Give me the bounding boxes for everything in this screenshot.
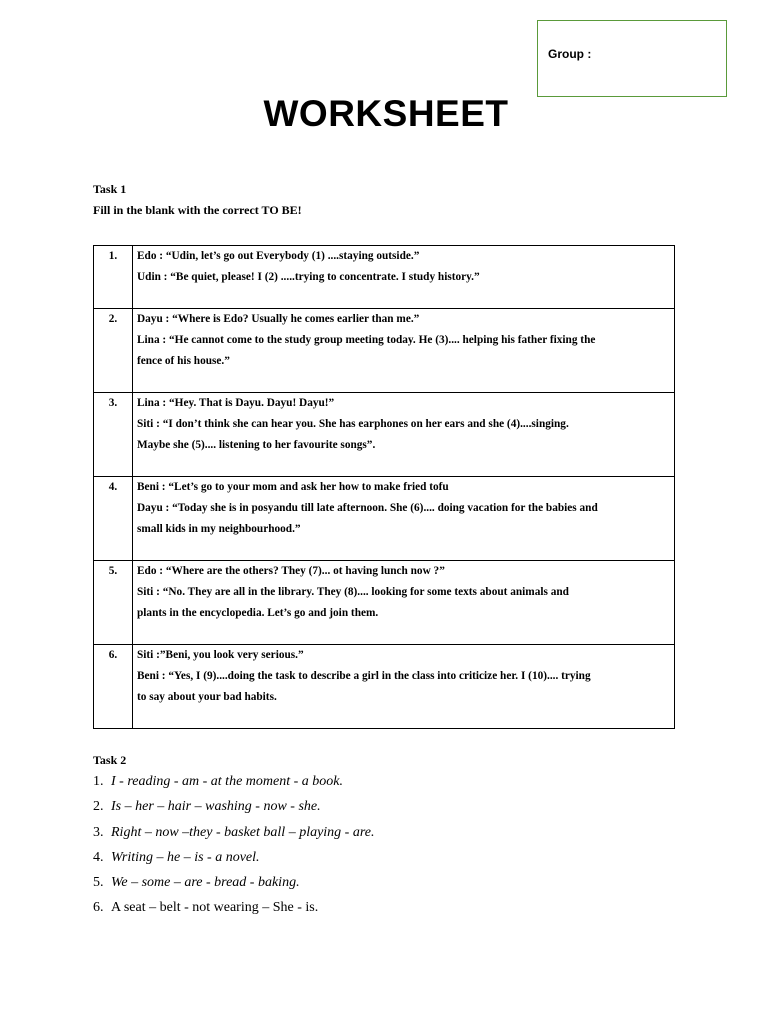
task2-list [93,771,375,923]
table-row [94,393,675,477]
task2-title: Task 2 [93,753,127,767]
list-item [93,872,375,897]
list-item-number: 3. [93,824,104,840]
list-item [93,847,375,872]
dialogue-line: small kids in my neighbourhood.” [137,523,301,535]
dialogue-line: Udin : “Be quiet, please! I (2) .....trying to concentrate. I study history.” [137,271,480,283]
dialogue-line: to say about your bad habits. [137,691,277,703]
group-label: Group : [548,47,592,61]
dialogue-line: Edo : “Udin, let’s go out Everybody (1) ....staying outside.” [137,250,420,262]
table-row [94,309,675,393]
list-item-number: 1. [93,774,104,789]
dialogue-line: Dayu : “Where is Edo? Usually he comes earlier than me.” [137,313,420,325]
dialogue-line: Lina : “He cannot come to the study group meeting today. He (3).... helping his father fixing the [137,334,596,346]
dialogue-line: plants in the encyclopedia. Let’s go and join them. [137,607,379,619]
dialogue-line: Beni : “Let’s go to your mom and ask her how to make fried tofu [137,481,449,493]
dialogue-cell [133,561,675,645]
table-row [94,477,675,561]
dialogue-line: fence of his house.” [137,355,230,367]
scrambled-sentence: A seat – belt - not wearing – She - is. [111,900,319,916]
list-item [93,822,375,847]
dialogue-cell [133,309,675,393]
task1-title: Task 1 [93,182,127,196]
item-number: 1. [94,246,133,309]
list-item [93,796,375,821]
scrambled-sentence: Is – her – hair – washing - now - she. [111,799,321,815]
dialogue-line: Lina : “Hey. That is Dayu. Dayu! Dayu!” [137,397,335,409]
item-number: 2. [94,309,133,393]
list-item [93,771,375,796]
table-row [94,645,675,729]
table-row [94,246,675,309]
dialogue-cell [133,393,675,477]
scrambled-sentence: Right – now –they - basket ball – playing - are. [111,824,375,840]
item-number: 3. [94,393,133,477]
dialogue-cell [133,246,675,309]
worksheet-title: WORKSHEET [263,93,509,134]
list-item-number: 2. [93,799,104,815]
dialogue-line: Dayu : “Today she is in posyandu till late afternoon. She (6).... doing vacation for the babies and [137,502,598,514]
item-number: 6. [94,645,133,729]
list-item-number: 5. [93,875,104,891]
dialogue-line: Siti : “No. They are all in the library. They (8).... looking for some texts about animals and [137,586,569,598]
scrambled-sentence: Writing – he – is - a novel. [111,849,260,865]
table-row [94,561,675,645]
list-item [93,897,375,922]
exercise-table [93,245,675,729]
dialogue-line: Siti :”Beni, you look very serious.” [137,649,304,661]
scrambled-sentence: I - reading - am - at the moment - a book. [111,774,343,789]
dialogue-line: Edo : “Where are the others? They (7)... ot having lunch now ?” [137,565,445,577]
dialogue-cell [133,477,675,561]
item-number: 5. [94,561,133,645]
item-number: 4. [94,477,133,561]
dialogue-line: Maybe she (5).... listening to her favourite songs”. [137,439,376,451]
scrambled-sentence: We – some – are - bread - baking. [111,875,300,891]
task1-instruction: Fill in the blank with the correct TO BE! [93,203,302,217]
dialogue-line: Siti : “I don’t think she can hear you. She has earphones on her ears and she (4)....singing. [137,418,569,430]
dialogue-line: Beni : “Yes, I (9)....doing the task to describe a girl in the class into criticize her. I (10).... trying [137,670,591,682]
dialogue-cell [133,645,675,729]
list-item-number: 4. [93,849,104,865]
list-item-number: 6. [93,900,104,916]
group-box [537,20,727,97]
